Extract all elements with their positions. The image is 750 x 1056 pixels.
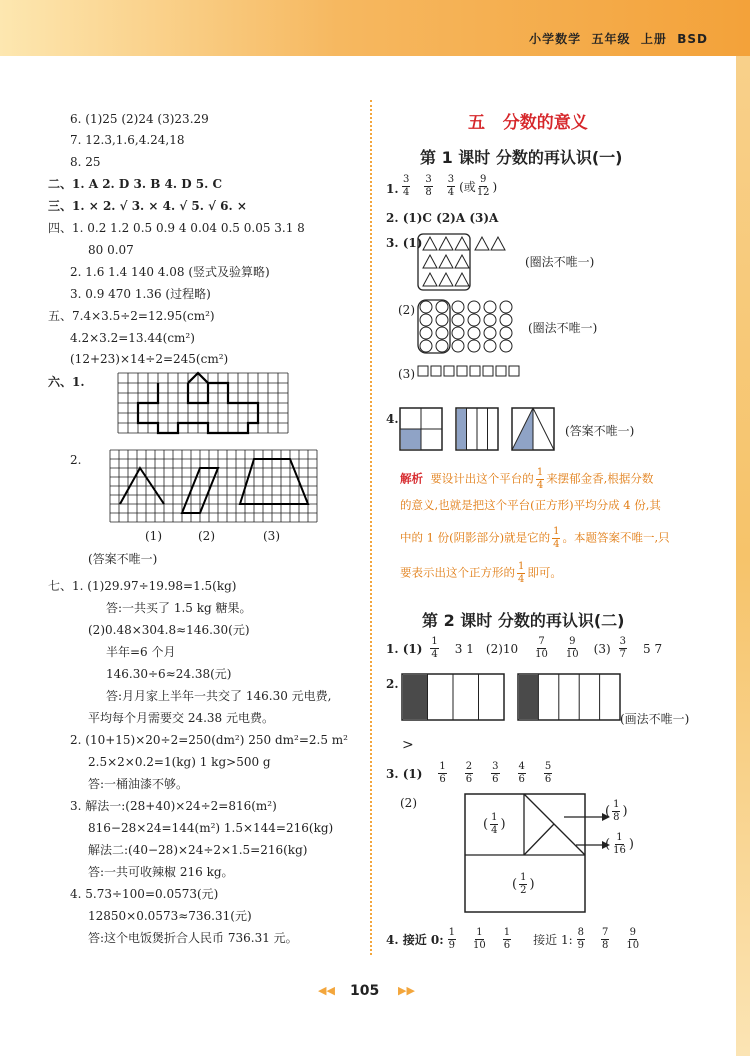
denominator: 4	[536, 480, 544, 491]
fraction	[544, 762, 552, 785]
denominator: 4	[553, 539, 560, 550]
triangle-icon	[491, 237, 505, 250]
circle-icon	[420, 327, 432, 339]
fraction	[465, 762, 473, 785]
divider-line	[524, 824, 554, 855]
answer-note: (圈法不唯一)	[528, 321, 598, 335]
fraction	[612, 800, 620, 823]
denominator: 12	[476, 187, 490, 198]
circle-icon	[420, 301, 432, 313]
circle-icon	[420, 340, 432, 352]
answer-line: (12+23)×14÷2=245(cm²)	[70, 352, 229, 366]
analysis-text: 要表示出这个正方形的	[400, 565, 515, 580]
denominator: 10	[565, 649, 579, 660]
shaded-part	[403, 675, 427, 719]
prev-page-icon[interactable]: ◀◀	[318, 984, 335, 997]
circle-icon	[500, 314, 512, 326]
analysis-tag: 解析	[400, 471, 423, 486]
header-subject: 小学数学	[529, 32, 582, 46]
side-decoration	[736, 56, 750, 1056]
fraction	[491, 762, 499, 785]
denominator: 4	[491, 825, 498, 836]
answer-line: 五、7.4×3.5÷2=12.95(cm²)	[48, 309, 215, 323]
fraction	[536, 468, 544, 491]
denominator: 10	[626, 940, 640, 951]
answer-note: (答案不唯一)	[88, 552, 158, 566]
denominator: 4	[518, 574, 525, 585]
circle-icon	[500, 327, 512, 339]
denominator: 8	[613, 812, 620, 823]
answer-note: (画法不唯一)	[620, 712, 690, 726]
answer-text: (3)	[593, 641, 611, 656]
trapezoid-shape	[240, 459, 308, 504]
numerator: 1	[491, 812, 498, 823]
answer-line: 平均每个月需要交 24.38 元电费。	[88, 711, 274, 725]
triangle-icon	[475, 237, 489, 250]
figure-label: (1)	[145, 529, 162, 543]
circle-icon	[436, 327, 448, 339]
question-label: (3)	[398, 367, 415, 381]
fraction	[430, 637, 438, 660]
circle-icon	[468, 340, 480, 352]
answer-line: 3. 解法一:(28+40)×24÷2=816(m²)	[70, 799, 277, 813]
answer-text: (2)10	[485, 641, 519, 656]
triangle-icon	[439, 273, 453, 286]
denominator: 6	[503, 940, 511, 951]
triangle-icon	[455, 255, 469, 268]
question-label: 2.	[70, 453, 82, 467]
numerator: 1	[448, 927, 456, 938]
denominator: 8	[602, 940, 609, 951]
comparison-symbol: >	[402, 737, 414, 753]
triangle-groups	[417, 233, 522, 295]
fraction	[517, 562, 525, 585]
fraction	[438, 762, 446, 785]
numerator: 8	[577, 927, 585, 938]
denominator: 10	[473, 940, 486, 951]
shaded-bar-figures	[402, 673, 624, 723]
numerator: 2	[465, 761, 473, 772]
circle-icon	[452, 314, 464, 326]
fraction	[490, 813, 498, 836]
or-text: (或	[459, 179, 476, 194]
analysis-line	[400, 468, 653, 491]
fraction	[503, 928, 511, 951]
analysis-text: 要设计出这个平台的	[430, 471, 534, 486]
circle-groups	[418, 300, 528, 358]
numerator: 1	[553, 526, 560, 537]
answer-line: 4.2×3.2=13.44(cm²)	[70, 331, 195, 345]
answer-line: 80 0.07	[88, 243, 134, 257]
circle-icon	[468, 301, 480, 313]
question-label: 3. (1)	[386, 766, 423, 781]
triangle-icon	[455, 273, 469, 286]
fraction	[552, 527, 560, 550]
fraction	[476, 175, 491, 198]
answer-line: 6. (1)25 (2)24 (3)23.29	[70, 112, 209, 126]
s3-answers	[386, 762, 554, 785]
answer-line: (2)0.48×304.8≈146.30(元)	[88, 623, 250, 637]
numerator: 7	[538, 636, 545, 647]
question-label: 2.	[386, 677, 399, 691]
numerator: 9	[629, 927, 636, 938]
square-icon	[431, 366, 441, 376]
numerator: 1	[616, 832, 623, 843]
circle-icon	[452, 327, 464, 339]
denominator: 6	[465, 774, 473, 785]
answer-line: 2. 1.6 1.4 140 4.08 (竖式及验算略)	[70, 265, 270, 279]
triangle-icon	[423, 255, 437, 268]
answer-line: 七、1. (1)29.97÷19.98=1.5(kg)	[48, 579, 237, 593]
unit-name: 分数的意义	[502, 113, 588, 133]
label-eighth: ( $\frac{1}{8}$ )	[605, 799, 628, 823]
denominator: 7	[619, 649, 627, 660]
fraction	[565, 637, 580, 660]
next-page-icon[interactable]: ▶▶	[398, 984, 415, 997]
analysis-text: 来摆郁金香,根据分数	[546, 471, 654, 486]
shaded-square-figures	[400, 408, 540, 454]
answer-line: 8. 25	[70, 155, 101, 169]
fraction	[519, 873, 527, 896]
numerator: 9	[569, 636, 576, 647]
numerator: 7	[602, 927, 609, 938]
page-number: 105	[350, 983, 380, 999]
denominator: 10	[535, 649, 548, 660]
numerator: 9	[479, 174, 487, 185]
answer-line: 3. 0.9 470 1.36 (过程略)	[70, 287, 211, 301]
shaded-part	[401, 429, 421, 449]
question-label: (2)	[398, 303, 415, 317]
grid-figure-2	[110, 450, 325, 525]
fraction	[619, 637, 627, 660]
triangle-icon	[455, 237, 469, 250]
column-divider	[370, 100, 372, 955]
circle-icon	[468, 327, 480, 339]
square-icon	[457, 366, 467, 376]
label-quarter: ( $\frac{1}{4}$ )	[483, 812, 506, 836]
answer-line: 7. 12.3,1.6,4.24,18	[70, 133, 185, 147]
fraction	[447, 175, 455, 198]
shaded-part	[519, 675, 538, 719]
square-icon	[496, 366, 506, 376]
question-label: 4.	[386, 412, 399, 426]
denominator: 2	[520, 885, 527, 896]
unit-title	[468, 108, 588, 133]
numerator: 3	[403, 174, 410, 185]
question-label: 六、1.	[48, 375, 85, 389]
numerator: 1	[613, 799, 620, 810]
answer-line: 半年=6 个月	[106, 645, 176, 659]
circle-icon	[484, 327, 496, 339]
numerator: 4	[518, 761, 525, 772]
answer-line: 二、1. A 2. D 3. B 4. D 5. C	[48, 177, 223, 191]
analysis-text: 。本题答案不唯一,只	[562, 530, 670, 545]
numerator: 3	[447, 174, 455, 185]
answer-text: 5 7	[643, 641, 663, 656]
figure-label: (3)	[263, 529, 280, 543]
square-icon	[444, 366, 454, 376]
question-label: 1. (1)	[386, 641, 423, 656]
denominator: 16	[613, 845, 626, 856]
question-label: (2)	[400, 796, 417, 810]
denominator: 9	[577, 940, 585, 951]
circle-icon	[484, 314, 496, 326]
triangle-icon	[423, 237, 437, 250]
analysis-text: 即可。	[527, 565, 562, 580]
denominator: 6	[492, 774, 499, 785]
analysis-line	[400, 562, 562, 585]
lesson-2-title: 第 2 课时 分数的再认识(二)	[422, 611, 625, 630]
answer-line: 答:一共买了 1.5 kg 糖果。	[106, 601, 252, 615]
answer-note: (圈法不唯一)	[525, 255, 595, 269]
square-icon	[509, 366, 519, 376]
denominator: 4	[431, 649, 438, 660]
denominator: 4	[403, 187, 410, 198]
numerator: 1	[431, 636, 438, 647]
answer-line: 答:一共可收辣椒 216 kg。	[88, 865, 234, 879]
answer-line: 解法二:(40−28)×24÷2×1.5=216(kg)	[88, 843, 308, 857]
answer-note: (答案不唯一)	[565, 424, 635, 438]
answer-line: 816−28×24=144(m²) 1.5×144=216(kg)	[88, 821, 334, 835]
circle-group-outline	[418, 300, 450, 353]
square-icon	[470, 366, 480, 376]
question-label: 4. 接近 0:	[386, 932, 444, 947]
answer-line: 146.30÷6≈24.38(元)	[106, 667, 232, 681]
answer-line: 三、1. × 2. √ 3. × 4. √ 5. √ 6. ×	[48, 199, 247, 213]
figure-label: (2)	[198, 529, 215, 543]
fraction	[448, 928, 456, 951]
close-paren: )	[492, 179, 498, 194]
fraction	[625, 928, 640, 951]
numerator: 1	[503, 927, 511, 938]
circle-icon	[484, 301, 496, 313]
header-volume: 上册	[640, 32, 667, 46]
fraction	[518, 762, 526, 785]
shaded-part	[457, 409, 467, 449]
answer-line: 2.5×2×0.2=1(kg) 1 kg>500 g	[88, 755, 271, 769]
numerator: 5	[544, 761, 552, 772]
square-row	[418, 365, 523, 379]
answer-line: 四、1. 0.2 1.2 0.5 0.9 4 0.04 0.5 0.05 3.1 8	[48, 221, 305, 235]
label-half: ( $\frac{1}{2}$ )	[512, 872, 535, 896]
fraction	[424, 175, 432, 198]
q1-fractions	[400, 175, 497, 198]
answer-line: 12850×0.0573≈736.31(元)	[88, 909, 252, 923]
question-label: 3. (1)	[386, 236, 423, 250]
circle-icon	[452, 340, 464, 352]
header-grade: 五年级	[591, 32, 631, 46]
fraction	[601, 928, 609, 951]
square-icon	[483, 366, 493, 376]
label-sixteenth: ( $\frac{1}{16}$ )	[605, 832, 634, 856]
denominator: 4	[447, 187, 455, 198]
circle-icon	[500, 340, 512, 352]
circle-icon	[436, 301, 448, 313]
numerator: 1	[536, 467, 544, 478]
header-text	[529, 30, 708, 47]
numerator: 3	[425, 174, 432, 185]
numerator: 1	[439, 761, 446, 772]
answer-text: 3 1	[454, 641, 474, 656]
triangle-icon	[423, 273, 437, 286]
circle-icon	[500, 301, 512, 313]
numerator: 1	[476, 927, 483, 938]
analysis-line: 的意义,也就是把这个平台(正方形)平均分成 4 份,其	[400, 498, 661, 512]
numerator: 1	[520, 872, 527, 883]
denominator: 9	[448, 940, 456, 951]
denominator: 6	[518, 774, 525, 785]
circle-icon	[436, 314, 448, 326]
s1-answers	[386, 637, 662, 660]
answer-text: 接近 1:	[533, 932, 573, 947]
analysis-text: 中的 1 份(阴影部分)就是它的	[400, 530, 551, 545]
answer-line: 4. 5.73÷100=0.0573(元)	[70, 887, 219, 901]
answer-line: 2. (10+15)×20÷2=250(dm²) 250 dm²=2.5 m²	[70, 733, 348, 747]
fraction	[472, 928, 487, 951]
answer-line: 答:月月家上半年一共交了 146.30 元电费,	[106, 689, 332, 703]
square-icon	[418, 366, 428, 376]
numerator: 3	[619, 636, 627, 647]
circle-icon	[484, 340, 496, 352]
circle-icon	[468, 314, 480, 326]
answer-line: 2. (1)C (2)A (3)A	[386, 211, 499, 225]
header-edition: BSD	[677, 32, 708, 46]
fraction	[534, 637, 549, 660]
divider-line	[533, 408, 554, 450]
denominator: 8	[425, 187, 432, 198]
fraction	[577, 928, 585, 951]
page-header-band	[0, 0, 750, 56]
circle-icon	[420, 314, 432, 326]
denominator: 6	[544, 774, 552, 785]
grid-figure-1	[118, 373, 298, 441]
denominator: 6	[439, 774, 446, 785]
numerator: 3	[492, 761, 499, 772]
fraction	[402, 175, 410, 198]
answer-line: 答:一桶油漆不够。	[88, 777, 189, 791]
question-label: 1.	[386, 182, 399, 196]
unit-number: 五	[468, 113, 485, 133]
analysis-line	[400, 527, 670, 550]
answer-line: 答:这个电饭煲折合人民币 736.31 元。	[88, 931, 298, 945]
fraction	[612, 833, 627, 856]
circle-icon	[452, 301, 464, 313]
triangle-icon	[439, 237, 453, 250]
circle-icon	[436, 340, 448, 352]
numerator: 1	[518, 561, 525, 572]
s4-answers	[386, 928, 642, 951]
triangle-icon	[439, 255, 453, 268]
lesson-1-title: 第 1 课时 分数的再认识(一)	[420, 148, 623, 167]
